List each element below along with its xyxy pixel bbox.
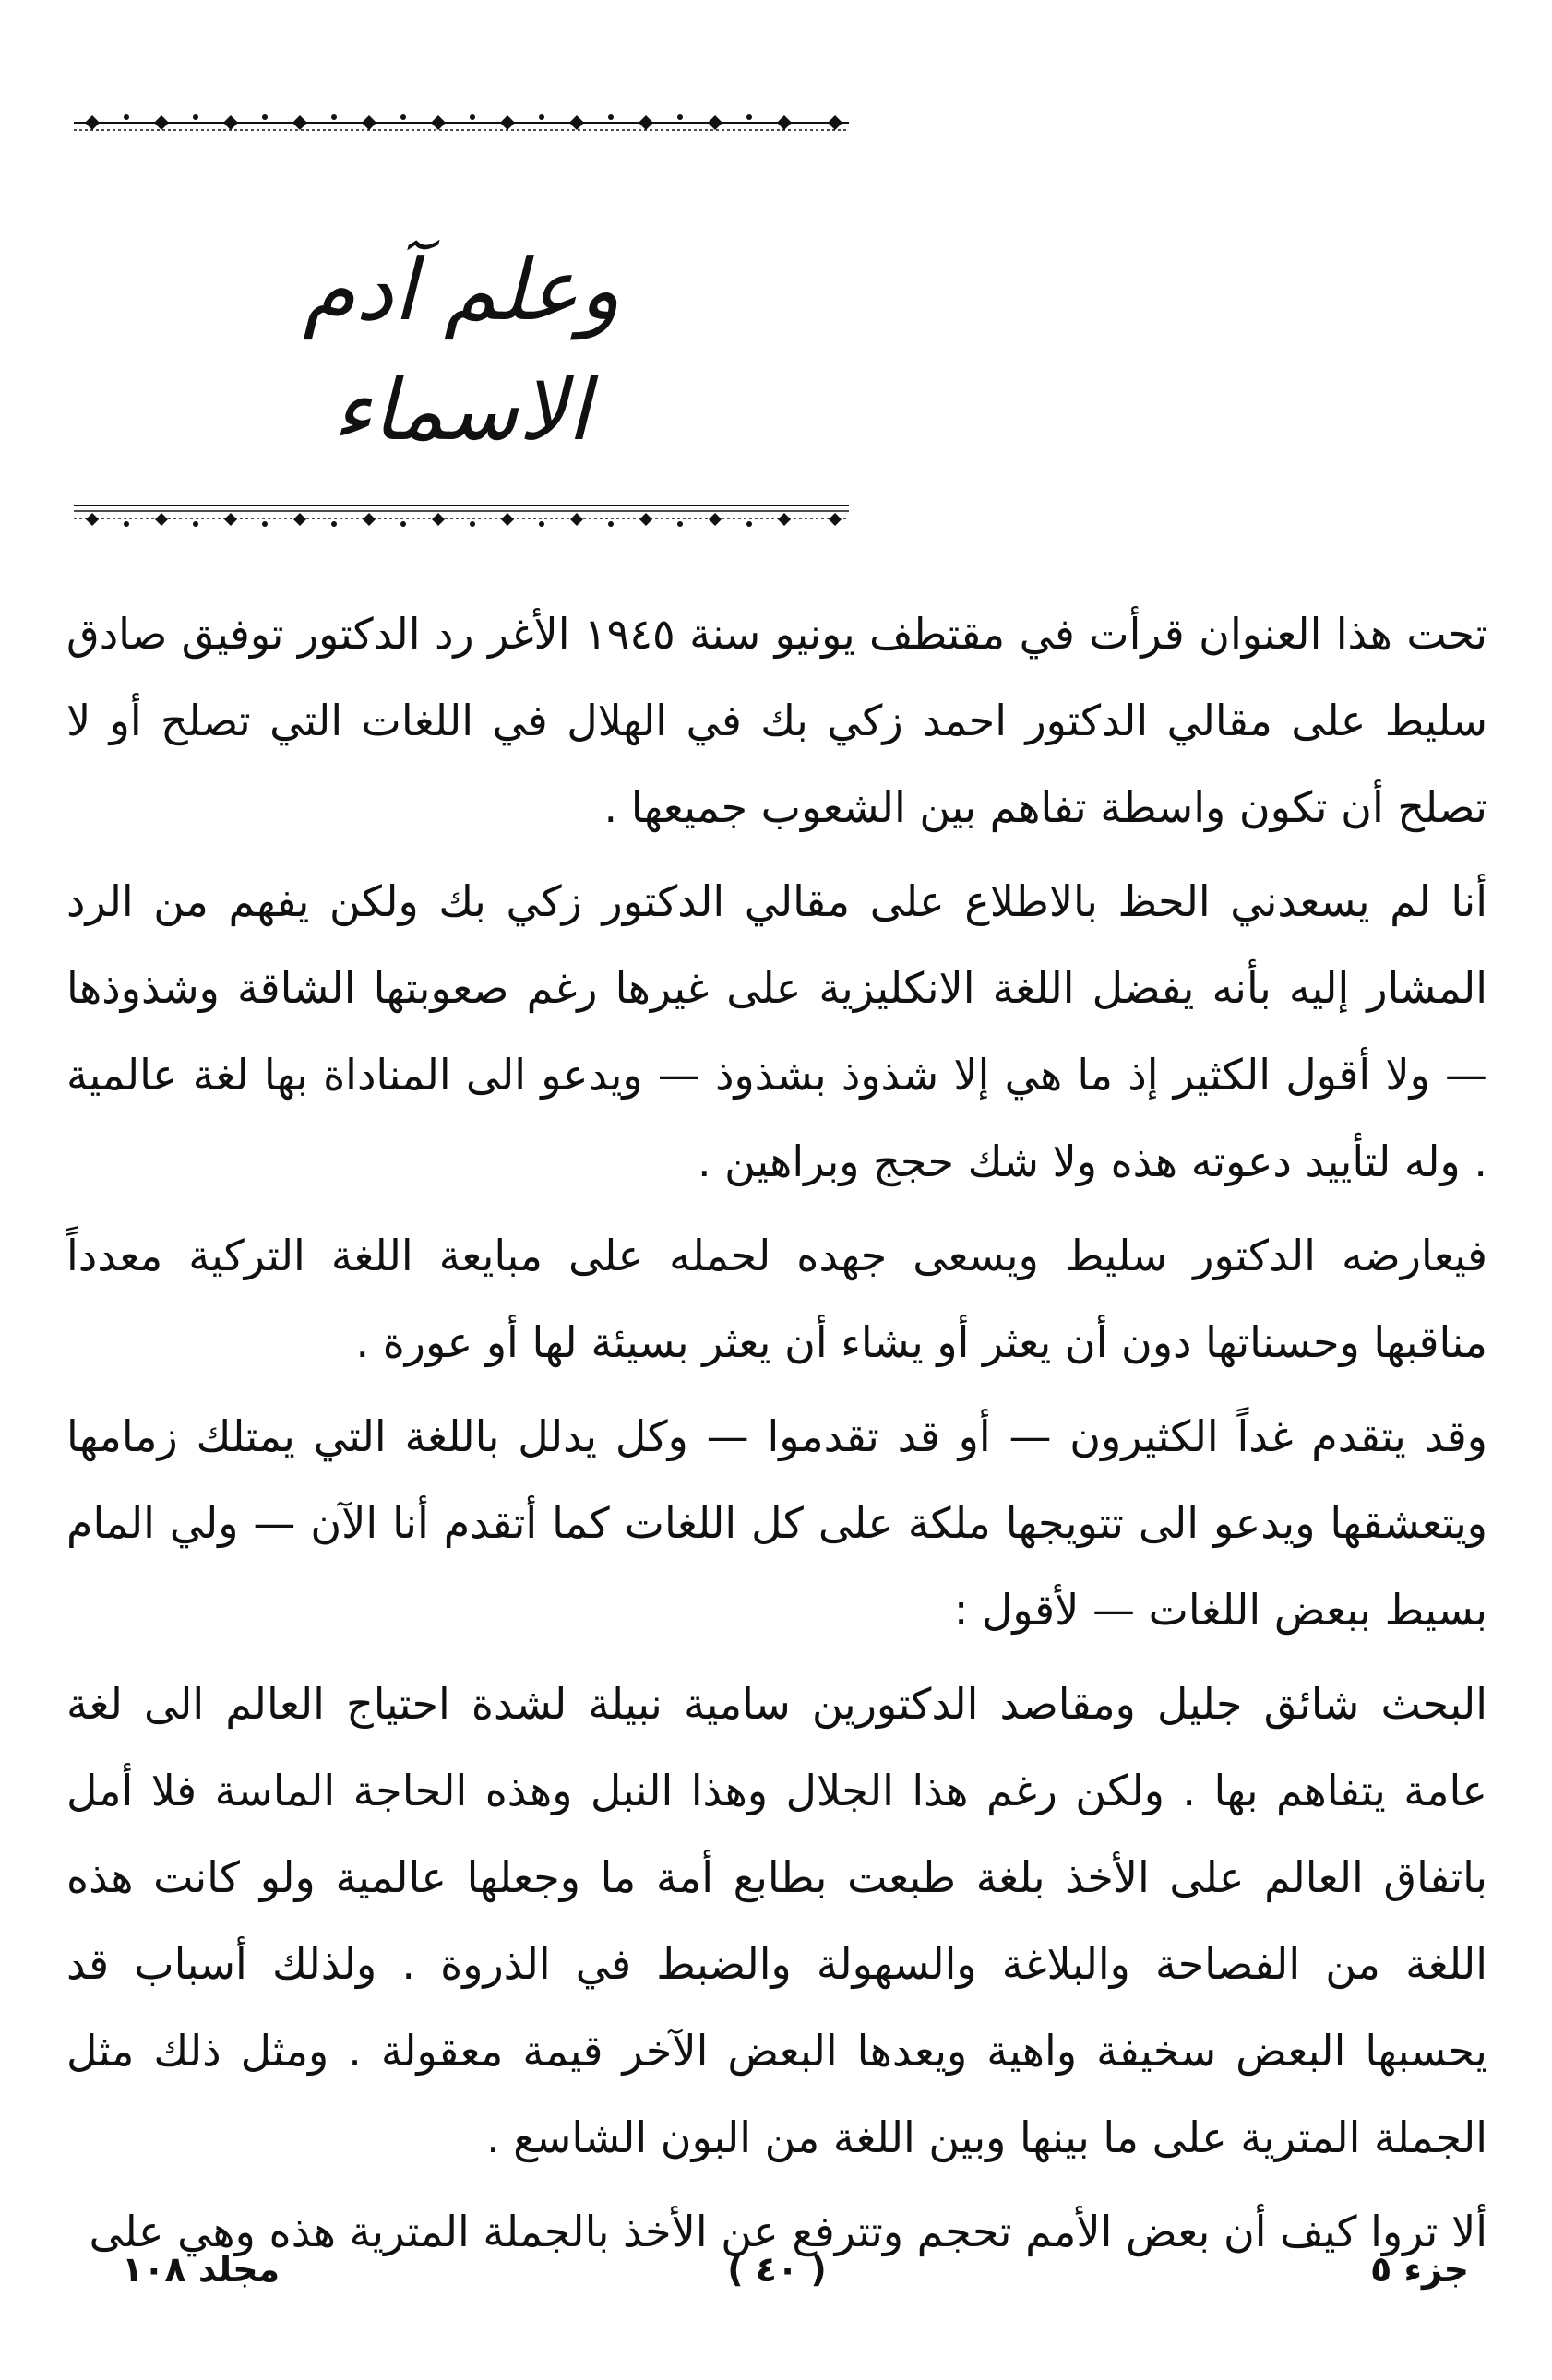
part-number: جزء ٥ [1370,2249,1469,2290]
page-footer [66,2249,1487,2304]
top-ornament-divider [74,106,849,143]
article-body [66,590,1487,2282]
article-title: وعلم آدم الاسماء [303,241,620,459]
page-number: ( ٤٠ ) [727,2249,827,2290]
bottom-ornament-divider [74,496,849,533]
paragraph: البحث شائق جليل ومقاصد الدكتورين سامية نبيلة لشدة احتياج العالم الى لغة عامة يتفاهم بها . ولكن رغم هذا الجلال وهذا النبل وهذه الحاجة الماسة فلا أمل باتفاق العالم على الأخذ بلغة طبعت بطابع أمة ما وجعلها عالمية ولو كانت هذه اللغة من الفصاحة والبلاغة والسهولة والضبط في الذروة . ولذلك أسباب قد يحسبها البعض سخيفة واهية ويعدها البعض الآخر قيمة معقولة . ومثل ذلك مثل الجملة المترية على ما بينها وبين اللغة من البون الشاسع . [66,1679,1487,2162]
paragraph: ألا تروا كيف أن بعض الأمم تحجم وتترفع عن الأخذ بالجملة المترية هذه وهي على [89,2207,1487,2256]
volume-number: مجلد ١٠٨ [122,2249,281,2290]
paragraph: فيعارضه الدكتور سليط ويسعى جهده لحمله على مبايعة اللغة التركية معدداً مناقبها وحسناتها دون أن يعثر أو يشاء أن يعثر بسيئة لها أو عورة . [66,1231,1487,1367]
paragraph: وقد يتقدم غداً الكثيرون — أو قد تقدموا — وكل يدلل باللغة التي يمتلك زمامها ويتعشقها ويدعو الى تتويجها ملكة على كل اللغات كما أتقدم أنا الآن — ولي المام بسيط ببعض اللغات — لأقول : [66,1411,1487,1635]
paragraph: تحت هذا العنوان قرأت في مقتطف يونيو سنة ١٩٤٥ الأغر رد الدكتور توفيق صادق سليط على مقالي الدكتور احمد زكي بك في الهلال في اللغات التي تصلح أو لا تصلح أن تكون واسطة تفاهم بين الشعوب جميعها . [66,609,1488,832]
paragraph: أنا لم يسعدني الحظ بالاطلاع على مقالي الدكتور زكي بك ولكن يفهم من الرد المشار إليه بأنه يفضل اللغة الانكليزية على غيرها رغم صعوبتها الشاقة وشذوذها — ولا أقول الكثير إذ ما هي إلا شذوذ بشذوذ — ويدعو الى المناداة بها لغة عالمية . وله لتأييد دعوته هذه ولا شك حجج وبراهين . [66,876,1487,1186]
